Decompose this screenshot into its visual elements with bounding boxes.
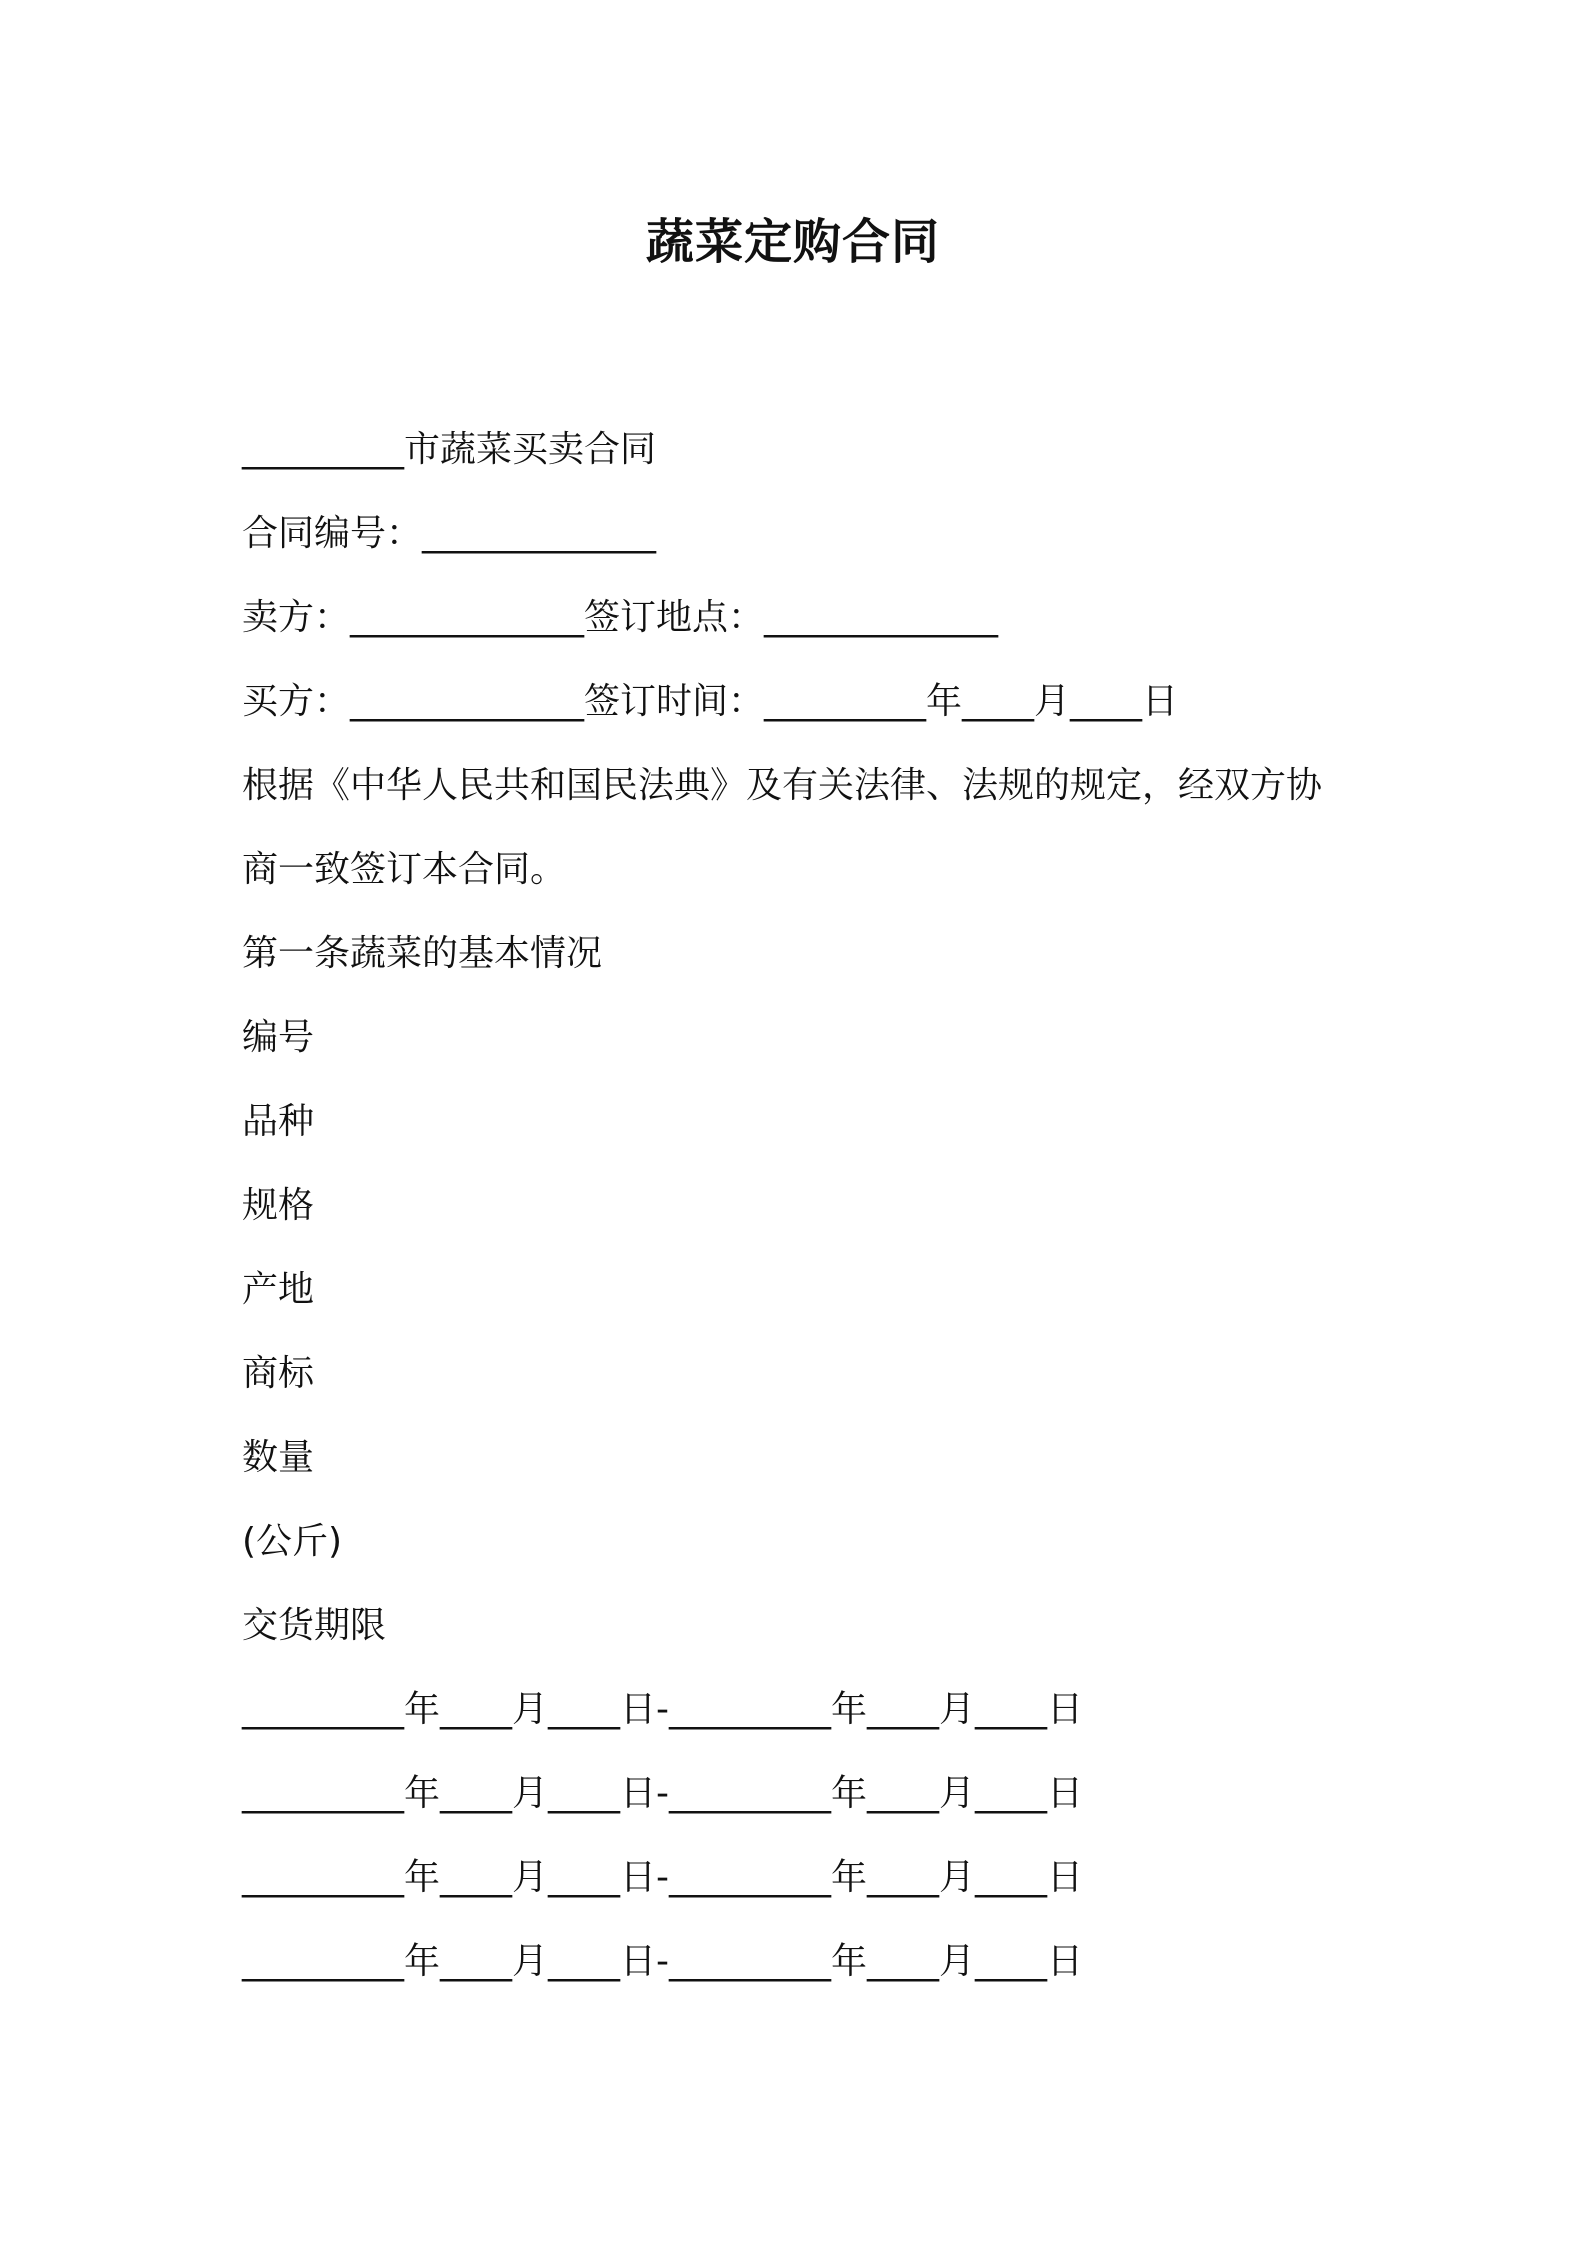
document-title: 蔬菜定购合同 [645, 214, 940, 270]
field-number: 编号 [242, 1017, 315, 1058]
seller-line: 卖方：_____________签订地点：_____________ [242, 597, 999, 638]
city-contract-line: _________市蔬菜买卖合同 [242, 429, 657, 470]
delivery-date-range-2: _________年____月____日-_________年____月____日 [242, 1773, 1083, 1814]
delivery-date-range-1: _________年____月____日-_________年____月____日 [242, 1689, 1083, 1730]
contract-number-line: 合同编号：_____________ [242, 513, 657, 554]
field-quantity: 数量 [242, 1437, 315, 1478]
field-specification: 规格 [242, 1185, 315, 1226]
field-quantity-unit: (公斤) [242, 1521, 343, 1562]
delivery-date-range-3: _________年____月____日-_________年____月____日 [242, 1857, 1083, 1898]
field-delivery-period: 交货期限 [242, 1605, 387, 1646]
delivery-date-range-4: _________年____月____日-_________年____月____日 [242, 1941, 1083, 1982]
buyer-line: 买方：_____________签订时间：_________年____月____日 [242, 681, 1179, 722]
document-body [242, 408, 1392, 2004]
field-trademark: 商标 [242, 1353, 315, 1394]
preamble-line-2: 商一致签订本合同。 [242, 849, 567, 890]
field-origin: 产地 [242, 1269, 315, 1310]
article-one-heading: 第一条蔬菜的基本情况 [242, 933, 603, 974]
preamble-line-1: 根据《中华人民共和国民法典》及有关法律、法规的规定，经双方协 [242, 765, 1323, 806]
field-variety: 品种 [242, 1101, 315, 1142]
